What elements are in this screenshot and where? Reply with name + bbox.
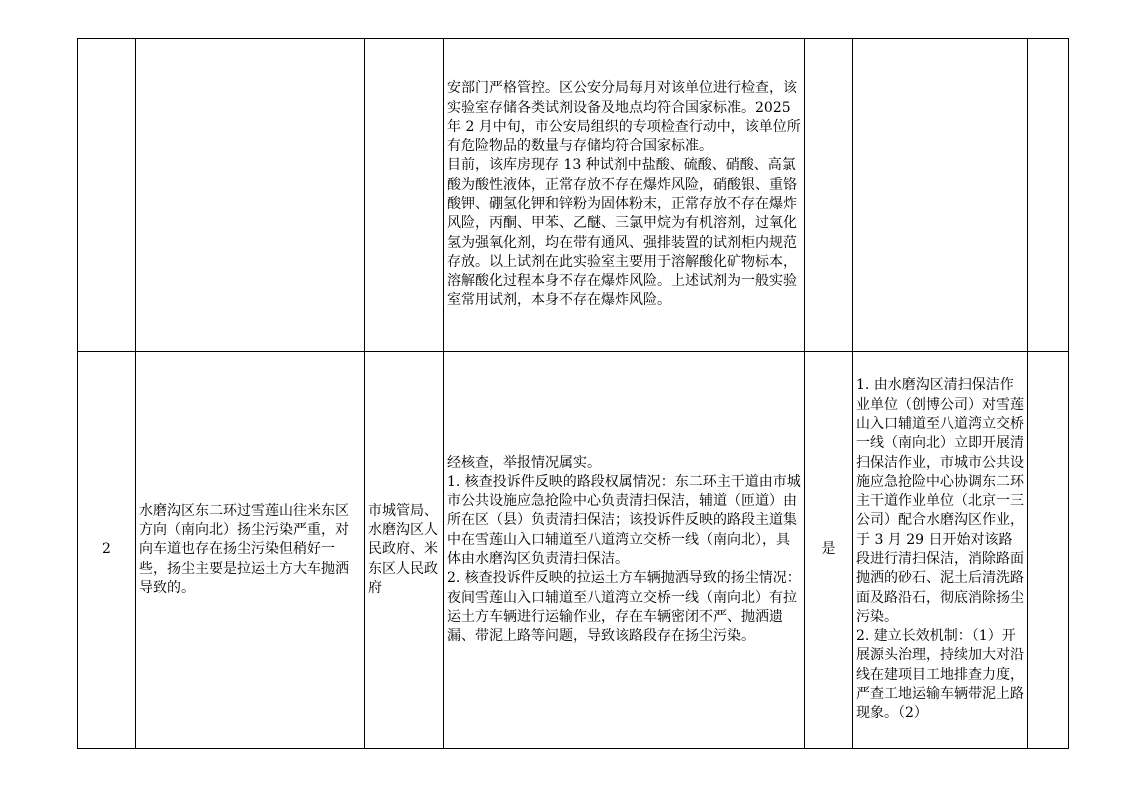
measure-paragraph: 2. 建立长效机制：（1）开展源头治理，持续加大对沿线在建项目工地排查力度，严查工地运输车辆带泥上路现象。（2） <box>856 628 1024 722</box>
verified-cell <box>805 39 853 352</box>
measures-cell <box>853 352 1028 749</box>
verification-paragraph: 2. 核查投诉件反映的拉运土方车辆抛洒导致的扬尘情况：夜间雪莲山入口辅道至八道湾立交桥一线（南向北）有拉运土方车辆进行运输作业，存在车辆密闭不严、抛洒遗漏、带泥上路等问题，导致该路段存在扬尘污染。 <box>447 570 801 645</box>
verification-paragraph: 1. 核查投诉件反映的路段权属情况：东二环主干道由市城市公共设施应急抢险中心负责清扫保洁，辅道（匝道）由所在区（县）负责清扫保洁；该投诉件反映的路段主道集中在雪莲山入口辅道至八道湾立交桥一线（南向北），具体由水磨沟区负责清扫保洁。 <box>447 473 801 567</box>
measures-cell <box>853 39 1028 352</box>
issue-cell: 水磨沟区东二环过雪莲山往米东区方向（南向北）扬尘污染严重，对向车道也存在扬尘污染但稍好一些，扬尘主要是拉运土方大车抛洒导致的。 <box>136 352 365 749</box>
table-row <box>78 352 1069 749</box>
table-row <box>78 39 1069 352</box>
complaint-table <box>77 38 1069 749</box>
verification-cell <box>444 39 805 352</box>
verified-cell: 是 <box>805 352 853 749</box>
measure-paragraph: 1. 由水磨沟区清扫保洁作业单位（创博公司）对雪莲山入口辅道至八道湾立交桥一线（南向北）立即开展清扫保洁作业，市城市公共设施应急抢险中心协调东二环主干道作业单位（北京一三公司）配合水磨沟区作业，于 3 月 29 日开始对该路段进行清扫保洁，消除路面抛洒的砂石、泥土后清洗路面及路沿石，彻底消除扬尘污染。 <box>856 377 1024 625</box>
verification-cell <box>444 352 805 749</box>
verification-paragraph: 目前，该库房现存 13 种试剂中盐酸、硫酸、硝酸、高氯酸为酸性液体，正常存放不存在爆炸风险，硝酸银、重铬酸钾、硼氢化钾和锌粉为固体粉末，正常存放不存在爆炸风险，丙酮、甲苯、乙醚、三氯甲烷为有机溶剂，过氧化氢为强氧化剂，均在带有通风、强排装置的试剂柜内规范存放。以上试剂在此实验室主要用于溶解酸化矿物标本，溶解酸化过程本身不存在爆炸风险。上述试剂为一般实验室常用试剂，本身不存在爆炸风险。 <box>447 157 797 309</box>
issue-cell <box>136 39 365 352</box>
department-cell <box>365 39 444 352</box>
department-cell: 市城管局、水磨沟区人民政府、米东区人民政府 <box>365 352 444 749</box>
row-number-cell: 2 <box>78 352 136 749</box>
row-number-cell <box>78 39 136 352</box>
verification-paragraph: 经核查，举报情况属实。 <box>447 454 601 471</box>
remark-cell <box>1028 39 1069 352</box>
verification-paragraph: 安部门严格管控。区公安分局每月对该单位进行检查，该实验室存储各类试剂设备及地点均符合国家标准。2025 年 2 月中旬，市公安局组织的专项检查行动中，该单位所有危险物品的数量与存储均符合国家标准。 <box>447 80 801 155</box>
remark-cell <box>1028 352 1069 749</box>
